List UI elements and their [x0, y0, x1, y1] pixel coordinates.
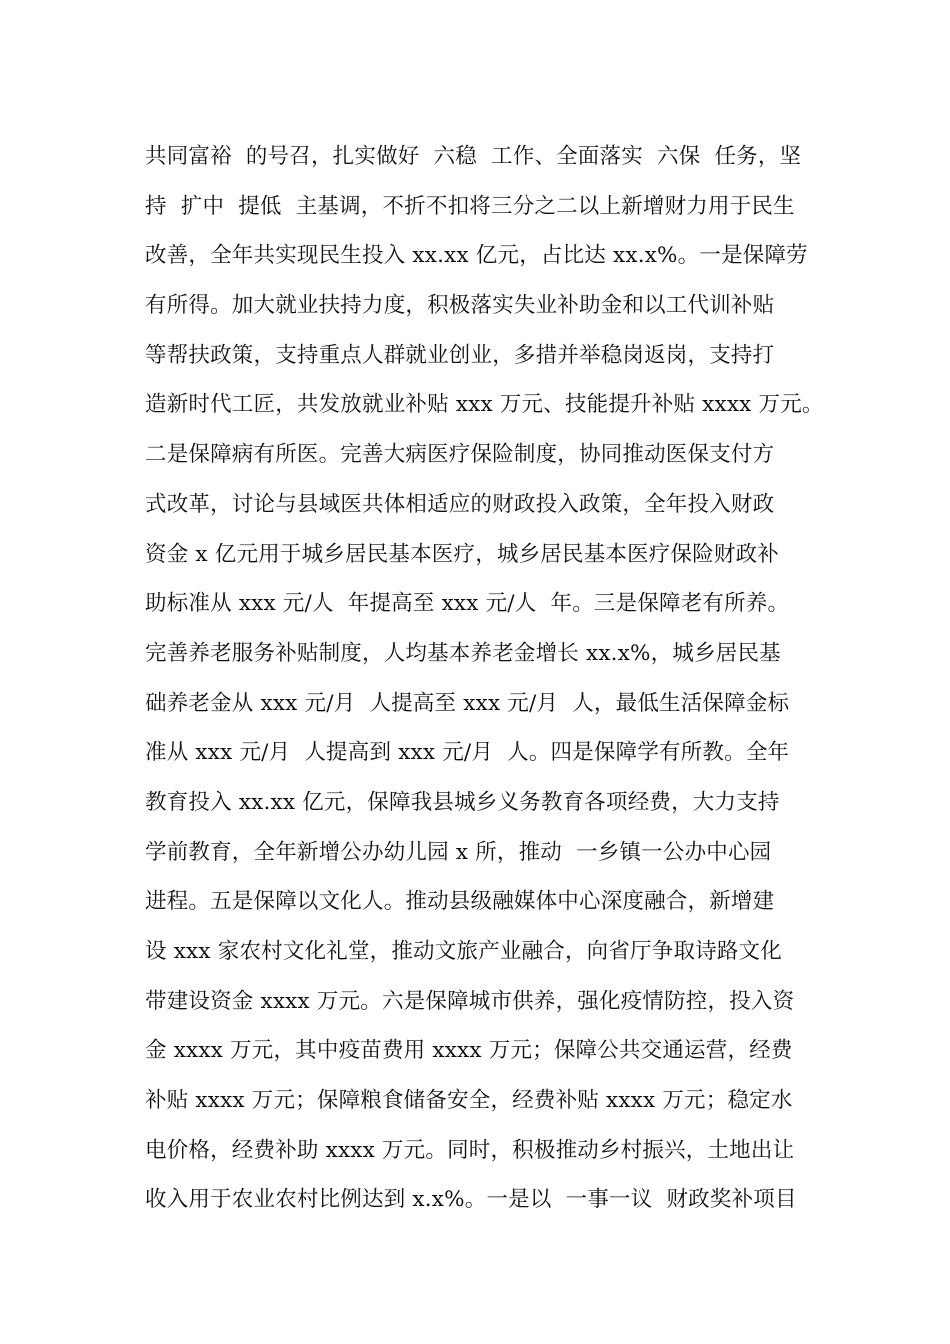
text-line: 教育投入 xx.xx 亿元，保障我县城乡义务教育各项经费，大力支持: [145, 789, 780, 815]
text-line: 收入用于农业农村比例达到 x.x%。一是以 一事一议 财政奖补项目: [145, 1187, 797, 1213]
text-line: 进程。五是保障以文化人。推动县级融媒体中心深度融合，新增建: [145, 889, 775, 915]
text-line: 二是保障病有所医。完善大病医疗保险制度，协同推动医保支付方: [145, 442, 775, 468]
text-line: 持 扩中 提低 主基调，不折不扣将三分之二以上新增财力用于民生: [145, 193, 795, 219]
text-line: 补贴 xxxx 万元；保障粮食储备安全，经费补贴 xxxx 万元；稳定水: [145, 1088, 793, 1114]
text-line: 资金 x 亿元用于城乡居民基本医疗，城乡居民基本医疗保险财政补: [145, 541, 779, 567]
text-line: 共同富裕 的号召，扎实做好 六稳 工作、全面落实 六保 任务，坚: [145, 144, 802, 169]
body-text: [145, 132, 845, 1225]
text-line: 础养老金从 xxx 元/月 人提高至 xxx 元/月 人，最低生活保障金标: [145, 690, 790, 716]
text-line: 电价格，经费补助 xxxx 万元。同时，积极推动乡村振兴，土地出让: [145, 1137, 795, 1163]
text-line: 等帮扶政策，支持重点人群就业创业，多措并举稳岗返岗，支持打: [145, 342, 775, 368]
text-line: 改善，全年共实现民生投入 xx.xx 亿元，占比达 xx.x%。一是保障劳: [145, 243, 808, 269]
text-line: 带建设资金 xxxx 万元。六是保障城市供养，强化疫情防控，投入资: [145, 988, 795, 1014]
text-line: 学前教育，全年新增公办幼儿园 x 所，推动 一乡镇一公办中心园: [145, 839, 772, 865]
text-line: 金 xxxx 万元，其中疫苗费用 xxxx 万元；保障公共交通运营，经费: [145, 1038, 793, 1064]
text-line: 式改革，讨论与县域医共体相适应的财政投入政策，全年投入财政: [145, 491, 775, 517]
text-line: 设 xxx 家农村文化礼堂，推动文旅产业融合，向省厅争取诗路文化: [145, 939, 782, 964]
text-line: 造新时代工匠，共发放就业补贴 xxx 万元、技能提升补贴 xxxx 万元。: [145, 392, 824, 418]
text-line: 准从 xxx 元/月 人提高到 xxx 元/月 人。四是保障学有所教。全年: [145, 740, 790, 766]
text-line: 助标准从 xxx 元/人 年提高至 xxx 元/人 年。三是保障老有所养。: [145, 591, 790, 617]
text-line: 有所得。加大就业扶持力度，积极落实失业补助金和以工代训补贴: [145, 293, 775, 319]
text-line: 完善养老服务补贴制度，人均基本养老金增长 xx.x%，城乡居民基: [145, 640, 781, 666]
